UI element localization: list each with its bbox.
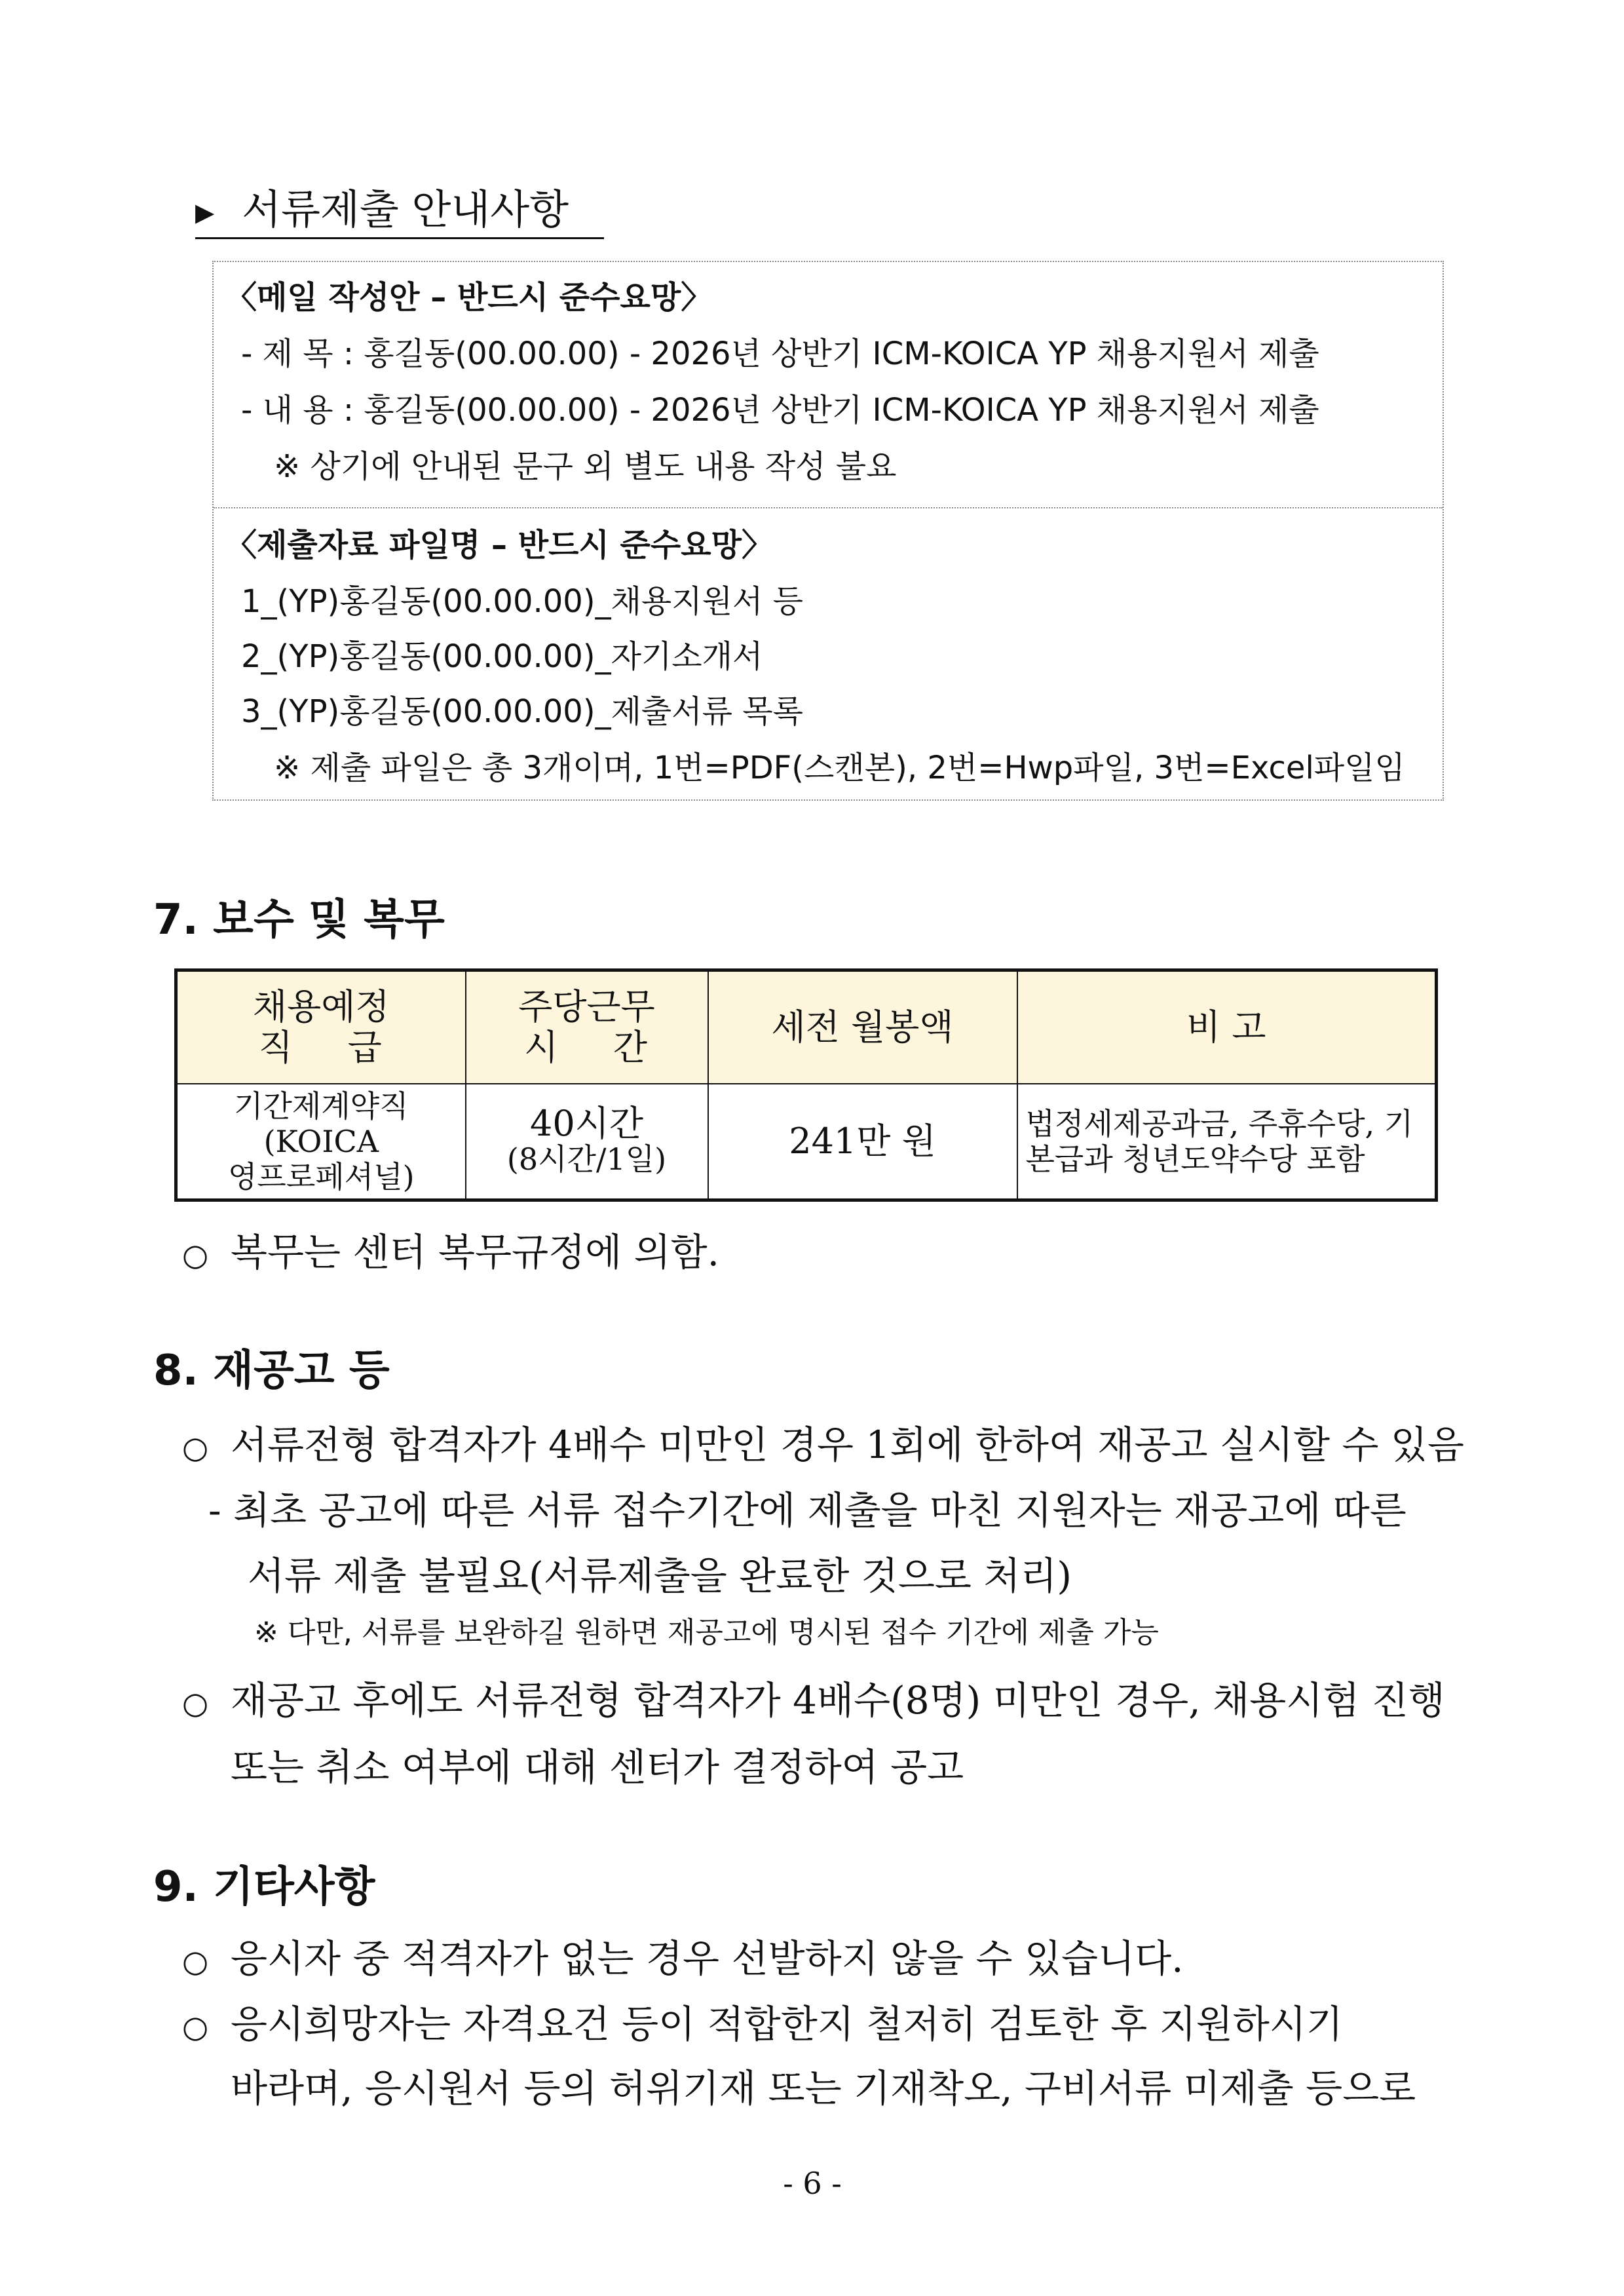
section-8-note: ※ 다만, 서류를 보완하길 원하면 재공고에 명시된 접수 기간에 제출 가능 xyxy=(254,1616,1159,1649)
guide-heading xyxy=(195,183,569,239)
cell-weekly-hours: 40시간 (8시간/1일) xyxy=(466,1084,708,1200)
salary-table xyxy=(174,968,1438,1202)
table-header-row xyxy=(176,970,1437,1084)
section-8-bullet-1: ○ 서류전형 합격자가 4배수 미만인 경우 1회에 한하여 재공고 실시할 수 있음 xyxy=(182,1421,1464,1472)
file-name-item: 3_(YP)홍길동(00.00.00)_제출서류 목록 xyxy=(241,693,804,730)
guide-underline xyxy=(195,237,604,239)
cell-monthly-salary: 241만 원 xyxy=(708,1084,1017,1200)
file-name-item: 1_(YP)홍길동(00.00.00)_채용지원서 등 xyxy=(241,583,804,620)
file-block-title: 〈제출자료 파일명 – 반드시 준수요망〉 xyxy=(225,527,773,564)
circle-bullet-icon: ○ xyxy=(182,1685,209,1721)
email-block-note: ※ 상기에 안내된 문구 외 별도 내용 작성 불요 xyxy=(274,448,897,485)
page-number: - 6 - xyxy=(783,2166,842,2201)
cell-remarks: 법정세제공과금, 주휴수당, 기 본급과 청년도약수당 포함 xyxy=(1017,1084,1437,1200)
guide-title: 서류제출 안내사항 xyxy=(242,185,569,233)
email-block-title: 〈메일 작성안 – 반드시 준수요망〉 xyxy=(225,279,713,316)
header-weekly-hours: 주당근무 시 간 xyxy=(466,970,708,1084)
section-8-bullet-2: ○ 재공고 후에도 서류전형 합격자가 4배수(8명) 미만인 경우, 채용시험 진행 xyxy=(182,1676,1445,1727)
email-subject-line: - 제 목 : 홍길동(00.00.00) - 2026년 상반기 ICM-KOICA YP 채용지원서 제출 xyxy=(241,335,1319,372)
circle-bullet-icon: ○ xyxy=(182,1943,209,1979)
section-8-bullet-2-cont: 또는 취소 여부에 대해 센터가 결정하여 공고 xyxy=(231,1745,964,1789)
triangle-marker-icon: ▶ xyxy=(195,197,215,227)
section-7-bullet: ○ 복무는 센터 복무규정에 의함. xyxy=(182,1228,719,1279)
section-9-bullet-2-cont: 바라며, 응시원서 등의 허위기재 또는 기재착오, 구비서류 미제출 등으로 xyxy=(231,2066,1416,2111)
header-remarks: 비 고 xyxy=(1017,970,1437,1084)
section-9-bullet-1: ○ 응시자 중 적격자가 없는 경우 선발하지 않을 수 있습니다. xyxy=(182,1934,1184,1985)
table-row xyxy=(176,1084,1437,1200)
circle-bullet-icon: ○ xyxy=(182,2009,209,2044)
section-8-dash-line-2: 서류 제출 불필요(서류제출을 완료한 것으로 처리) xyxy=(248,1554,1072,1598)
info-box-divider xyxy=(214,507,1443,508)
section-8-heading: 8. 재공고 등 xyxy=(153,1347,390,1395)
section-7-heading: 7. 보수 및 복무 xyxy=(153,896,445,944)
circle-bullet-icon: ○ xyxy=(182,1430,209,1465)
section-9-heading: 9. 기타사항 xyxy=(153,1863,375,1911)
email-body-line: - 내 용 : 홍길동(00.00.00) - 2026년 상반기 ICM-KOICA YP 채용지원서 제출 xyxy=(241,392,1319,429)
file-block-note: ※ 제출 파일은 총 3개이며, 1번=PDF(스캔본), 2번=Hwp파일, 3번=Excel파일임 xyxy=(274,750,1405,786)
section-9-bullet-2: ○ 응시희망자는 자격요건 등이 적합한지 철저히 검토한 후 지원하시기 xyxy=(182,2000,1343,2051)
file-name-item: 2_(YP)홍길동(00.00.00)_자기소개서 xyxy=(241,638,763,675)
section-8-dash-line-1: - 최초 공고에 따른 서류 접수기간에 제출을 마친 지원자는 재공고에 따른 xyxy=(208,1488,1407,1533)
cell-position: 기간제계약직 (KOICA 영프로페셔널) xyxy=(176,1084,466,1200)
header-monthly-salary: 세전 월봉액 xyxy=(708,970,1017,1084)
circle-bullet-icon: ○ xyxy=(182,1237,209,1272)
header-position: 채용예정 직 급 xyxy=(176,970,466,1084)
